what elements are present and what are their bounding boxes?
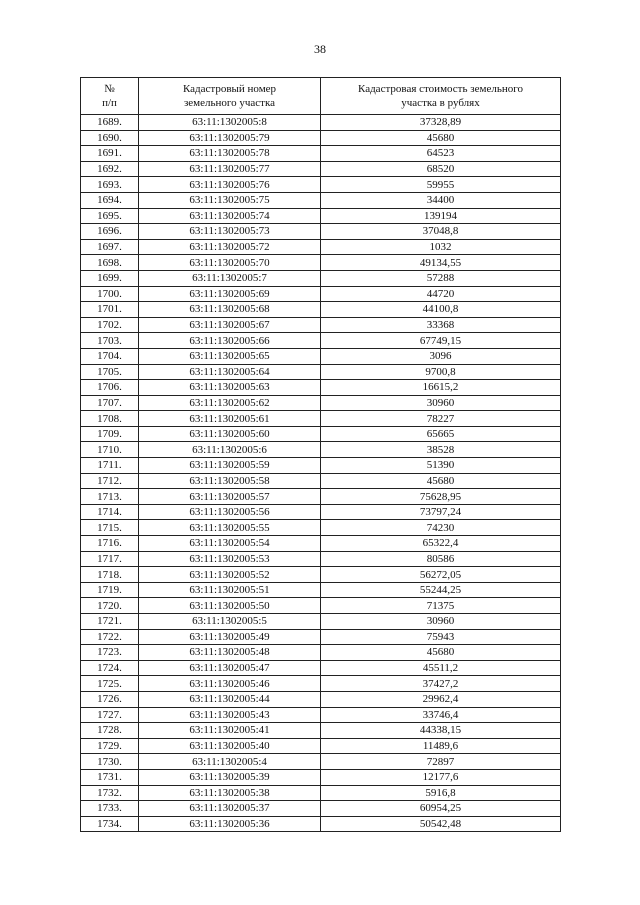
cadastral-value: 59955 bbox=[321, 177, 561, 193]
table-row bbox=[81, 380, 561, 396]
cadastral-value: 11489,6 bbox=[321, 738, 561, 754]
cadastral-number: 63:11:1302005:49 bbox=[139, 629, 321, 645]
cadastral-value: 80586 bbox=[321, 551, 561, 567]
row-number: 1728. bbox=[81, 723, 139, 739]
cadastral-number: 63:11:1302005:78 bbox=[139, 146, 321, 162]
row-number: 1729. bbox=[81, 738, 139, 754]
header-cadastral-value-line1: Кадастровая стоимость земельного bbox=[358, 83, 523, 95]
table-row bbox=[81, 614, 561, 630]
cadastral-value: 9700,8 bbox=[321, 364, 561, 380]
cadastral-number: 63:11:1302005:55 bbox=[139, 520, 321, 536]
cadastral-number: 63:11:1302005:75 bbox=[139, 192, 321, 208]
table-row bbox=[81, 738, 561, 754]
table-row bbox=[81, 426, 561, 442]
table-row bbox=[81, 567, 561, 583]
cadastral-value: 33368 bbox=[321, 317, 561, 333]
table-row bbox=[81, 769, 561, 785]
cadastral-number: 63:11:1302005:57 bbox=[139, 489, 321, 505]
cadastral-value: 45680 bbox=[321, 130, 561, 146]
table-row bbox=[81, 333, 561, 349]
cadastral-value: 12177,6 bbox=[321, 769, 561, 785]
row-number: 1692. bbox=[81, 161, 139, 177]
cadastral-number: 63:11:1302005:61 bbox=[139, 411, 321, 427]
table-body bbox=[81, 115, 561, 832]
cadastral-value: 3096 bbox=[321, 348, 561, 364]
cadastral-number: 63:11:1302005:58 bbox=[139, 473, 321, 489]
table-row bbox=[81, 660, 561, 676]
row-number: 1724. bbox=[81, 660, 139, 676]
cadastral-value: 75943 bbox=[321, 629, 561, 645]
table-row bbox=[81, 551, 561, 567]
table-row bbox=[81, 582, 561, 598]
cadastral-value: 73797,24 bbox=[321, 504, 561, 520]
table-row bbox=[81, 458, 561, 474]
table-row bbox=[81, 816, 561, 832]
row-number: 1715. bbox=[81, 520, 139, 536]
header-row-number-line1: № bbox=[104, 83, 115, 95]
row-number: 1723. bbox=[81, 645, 139, 661]
table-row bbox=[81, 411, 561, 427]
cadastral-number: 63:11:1302005:54 bbox=[139, 536, 321, 552]
cadastral-number: 63:11:1302005:37 bbox=[139, 801, 321, 817]
cadastral-value: 67749,15 bbox=[321, 333, 561, 349]
row-number: 1731. bbox=[81, 769, 139, 785]
cadastral-number: 63:11:1302005:74 bbox=[139, 208, 321, 224]
table-row bbox=[81, 146, 561, 162]
row-number: 1714. bbox=[81, 504, 139, 520]
cadastral-value: 68520 bbox=[321, 161, 561, 177]
row-number: 1730. bbox=[81, 754, 139, 770]
cadastral-value: 65665 bbox=[321, 426, 561, 442]
cadastral-number: 63:11:1302005:65 bbox=[139, 348, 321, 364]
cadastral-value: 71375 bbox=[321, 598, 561, 614]
row-number: 1697. bbox=[81, 239, 139, 255]
row-number: 1691. bbox=[81, 146, 139, 162]
row-number: 1733. bbox=[81, 801, 139, 817]
row-number: 1704. bbox=[81, 348, 139, 364]
row-number: 1708. bbox=[81, 411, 139, 427]
cadastral-number: 63:11:1302005:56 bbox=[139, 504, 321, 520]
cadastral-number: 63:11:1302005:64 bbox=[139, 364, 321, 380]
table-row bbox=[81, 286, 561, 302]
table-row bbox=[81, 395, 561, 411]
cadastral-number: 63:11:1302005:68 bbox=[139, 302, 321, 318]
header-cadastral-number-line1: Кадастровый номер bbox=[182, 83, 277, 95]
header-cadastral-value-line2: участка в рублях bbox=[401, 97, 480, 109]
cadastral-number: 63:11:1302005:67 bbox=[139, 317, 321, 333]
cadastral-value: 45680 bbox=[321, 645, 561, 661]
header-cadastral-number bbox=[139, 78, 321, 115]
table-row bbox=[81, 691, 561, 707]
row-number: 1717. bbox=[81, 551, 139, 567]
table-row bbox=[81, 208, 561, 224]
row-number: 1709. bbox=[81, 426, 139, 442]
header-row-number bbox=[81, 78, 139, 115]
cadastral-number: 63:11:1302005:7 bbox=[139, 270, 321, 286]
cadastral-number: 63:11:1302005:8 bbox=[139, 115, 321, 131]
row-number: 1725. bbox=[81, 676, 139, 692]
cadastral-value: 45680 bbox=[321, 473, 561, 489]
cadastral-value: 44338,15 bbox=[321, 723, 561, 739]
table-row bbox=[81, 801, 561, 817]
row-number: 1726. bbox=[81, 691, 139, 707]
row-number: 1699. bbox=[81, 270, 139, 286]
cadastral-value: 49134,55 bbox=[321, 255, 561, 271]
table-row bbox=[81, 520, 561, 536]
cadastral-number: 63:11:1302005:40 bbox=[139, 738, 321, 754]
row-number: 1702. bbox=[81, 317, 139, 333]
row-number: 1703. bbox=[81, 333, 139, 349]
cadastral-number: 63:11:1302005:47 bbox=[139, 660, 321, 676]
cadastral-number: 63:11:1302005:50 bbox=[139, 598, 321, 614]
table-row bbox=[81, 723, 561, 739]
cadastral-value: 29962,4 bbox=[321, 691, 561, 707]
cadastral-value: 75628,95 bbox=[321, 489, 561, 505]
cadastral-number: 63:11:1302005:6 bbox=[139, 442, 321, 458]
row-number: 1719. bbox=[81, 582, 139, 598]
row-number: 1707. bbox=[81, 395, 139, 411]
cadastral-number: 63:11:1302005:41 bbox=[139, 723, 321, 739]
cadastral-value: 50542,48 bbox=[321, 816, 561, 832]
table-row bbox=[81, 442, 561, 458]
cadastral-value: 65322,4 bbox=[321, 536, 561, 552]
cadastral-value: 56272,05 bbox=[321, 567, 561, 583]
table-row bbox=[81, 707, 561, 723]
cadastral-value: 33746,4 bbox=[321, 707, 561, 723]
cadastral-value: 37328,89 bbox=[321, 115, 561, 131]
row-number: 1693. bbox=[81, 177, 139, 193]
cadastral-value: 37427,2 bbox=[321, 676, 561, 692]
cadastral-value: 34400 bbox=[321, 192, 561, 208]
cadastral-value: 139194 bbox=[321, 208, 561, 224]
cadastral-number: 63:11:1302005:5 bbox=[139, 614, 321, 630]
row-number: 1713. bbox=[81, 489, 139, 505]
page-number: 38 bbox=[314, 42, 326, 56]
table-row bbox=[81, 302, 561, 318]
cadastral-number: 63:11:1302005:48 bbox=[139, 645, 321, 661]
row-number: 1690. bbox=[81, 130, 139, 146]
row-number: 1700. bbox=[81, 286, 139, 302]
row-number: 1722. bbox=[81, 629, 139, 645]
table-row bbox=[81, 536, 561, 552]
table-row bbox=[81, 161, 561, 177]
cadastral-number: 63:11:1302005:76 bbox=[139, 177, 321, 193]
table-row bbox=[81, 255, 561, 271]
cadastral-value-table bbox=[80, 77, 561, 832]
row-number: 1696. bbox=[81, 224, 139, 240]
table-row bbox=[81, 629, 561, 645]
table-row bbox=[81, 348, 561, 364]
cadastral-number: 63:11:1302005:59 bbox=[139, 458, 321, 474]
row-number: 1712. bbox=[81, 473, 139, 489]
row-number: 1706. bbox=[81, 380, 139, 396]
cadastral-value: 30960 bbox=[321, 395, 561, 411]
cadastral-number: 63:11:1302005:39 bbox=[139, 769, 321, 785]
row-number: 1718. bbox=[81, 567, 139, 583]
row-number: 1732. bbox=[81, 785, 139, 801]
cadastral-value: 37048,8 bbox=[321, 224, 561, 240]
cadastral-number: 63:11:1302005:43 bbox=[139, 707, 321, 723]
cadastral-number: 63:11:1302005:51 bbox=[139, 582, 321, 598]
cadastral-value: 64523 bbox=[321, 146, 561, 162]
cadastral-number: 63:11:1302005:63 bbox=[139, 380, 321, 396]
cadastral-number: 63:11:1302005:38 bbox=[139, 785, 321, 801]
cadastral-number: 63:11:1302005:52 bbox=[139, 567, 321, 583]
row-number: 1705. bbox=[81, 364, 139, 380]
table-row bbox=[81, 645, 561, 661]
cadastral-number: 63:11:1302005:53 bbox=[139, 551, 321, 567]
row-number: 1710. bbox=[81, 442, 139, 458]
row-number: 1689. bbox=[81, 115, 139, 131]
cadastral-number: 63:11:1302005:46 bbox=[139, 676, 321, 692]
cadastral-number: 63:11:1302005:62 bbox=[139, 395, 321, 411]
row-number: 1711. bbox=[81, 458, 139, 474]
table-row bbox=[81, 239, 561, 255]
table-row bbox=[81, 504, 561, 520]
row-number: 1727. bbox=[81, 707, 139, 723]
cadastral-value: 51390 bbox=[321, 458, 561, 474]
row-number: 1701. bbox=[81, 302, 139, 318]
header-cadastral-number-line2: земельного участка bbox=[183, 97, 276, 109]
cadastral-number: 63:11:1302005:60 bbox=[139, 426, 321, 442]
table-row bbox=[81, 364, 561, 380]
table-row bbox=[81, 224, 561, 240]
cadastral-value: 44720 bbox=[321, 286, 561, 302]
cadastral-value: 45511,2 bbox=[321, 660, 561, 676]
table-row bbox=[81, 177, 561, 193]
cadastral-number: 63:11:1302005:73 bbox=[139, 224, 321, 240]
table-row bbox=[81, 192, 561, 208]
cadastral-number: 63:11:1302005:4 bbox=[139, 754, 321, 770]
table-row bbox=[81, 317, 561, 333]
table-row bbox=[81, 754, 561, 770]
table-row bbox=[81, 598, 561, 614]
cadastral-value: 72897 bbox=[321, 754, 561, 770]
cadastral-number: 63:11:1302005:36 bbox=[139, 816, 321, 832]
cadastral-value: 5916,8 bbox=[321, 785, 561, 801]
row-number: 1721. bbox=[81, 614, 139, 630]
header-cadastral-value bbox=[321, 78, 561, 115]
cadastral-value: 60954,25 bbox=[321, 801, 561, 817]
cadastral-value: 38528 bbox=[321, 442, 561, 458]
cadastral-value: 57288 bbox=[321, 270, 561, 286]
header-row-number-line2: п/п bbox=[102, 97, 117, 109]
row-number: 1698. bbox=[81, 255, 139, 271]
table-row bbox=[81, 676, 561, 692]
cadastral-number: 63:11:1302005:66 bbox=[139, 333, 321, 349]
cadastral-value: 55244,25 bbox=[321, 582, 561, 598]
cadastral-value: 1032 bbox=[321, 239, 561, 255]
cadastral-value: 16615,2 bbox=[321, 380, 561, 396]
cadastral-number: 63:11:1302005:77 bbox=[139, 161, 321, 177]
cadastral-number: 63:11:1302005:44 bbox=[139, 691, 321, 707]
cadastral-number: 63:11:1302005:70 bbox=[139, 255, 321, 271]
cadastral-value: 44100,8 bbox=[321, 302, 561, 318]
cadastral-value: 30960 bbox=[321, 614, 561, 630]
cadastral-number: 63:11:1302005:69 bbox=[139, 286, 321, 302]
row-number: 1734. bbox=[81, 816, 139, 832]
row-number: 1694. bbox=[81, 192, 139, 208]
cadastral-number: 63:11:1302005:72 bbox=[139, 239, 321, 255]
table-header-row bbox=[81, 78, 561, 115]
table-row bbox=[81, 115, 561, 131]
cadastral-value: 78227 bbox=[321, 411, 561, 427]
row-number: 1695. bbox=[81, 208, 139, 224]
table-row bbox=[81, 489, 561, 505]
cadastral-number: 63:11:1302005:79 bbox=[139, 130, 321, 146]
table-row bbox=[81, 130, 561, 146]
table-row bbox=[81, 785, 561, 801]
table-row bbox=[81, 473, 561, 489]
cadastral-value: 74230 bbox=[321, 520, 561, 536]
row-number: 1716. bbox=[81, 536, 139, 552]
table-row bbox=[81, 270, 561, 286]
row-number: 1720. bbox=[81, 598, 139, 614]
